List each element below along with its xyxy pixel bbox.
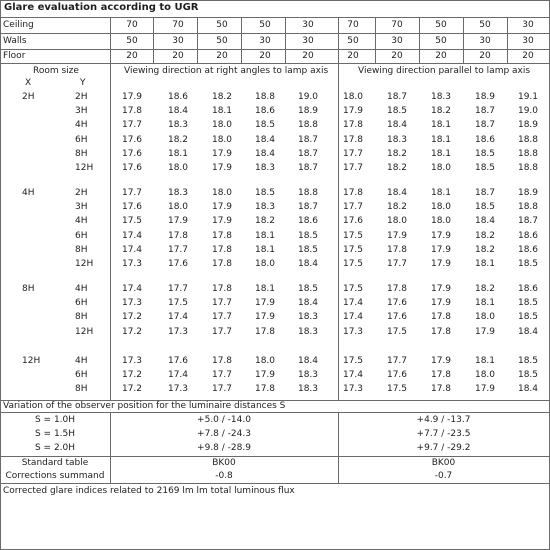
reflectance-value: 20 <box>479 51 491 61</box>
ugr-value-right: 18.9 <box>297 106 319 116</box>
ugr-value-right: 18.1 <box>211 106 233 116</box>
ugr-value-right: 17.2 <box>121 384 143 394</box>
ugr-value-parallel: 17.8 <box>386 245 408 255</box>
ugr-value-parallel: 18.1 <box>430 135 452 145</box>
variation-right-value: +9.8 / -28.9 <box>197 443 251 453</box>
ugr-value-right: 18.4 <box>297 356 319 366</box>
ugr-value-parallel: 17.5 <box>342 231 364 241</box>
ugr-value-right: 18.0 <box>167 202 189 212</box>
ugr-value-parallel: 18.1 <box>430 188 452 198</box>
ugr-value-parallel: 17.8 <box>430 312 452 322</box>
ugr-value-parallel: 18.1 <box>474 259 496 269</box>
ugr-value-parallel: 17.5 <box>342 259 364 269</box>
ugr-value-right: 17.4 <box>121 231 143 241</box>
ugr-value-parallel: 18.9 <box>474 92 496 102</box>
grid-line <box>463 17 464 63</box>
ugr-value-right: 18.3 <box>167 120 189 130</box>
reflectance-value: 30 <box>391 36 403 46</box>
ugr-value-parallel: 18.5 <box>386 106 408 116</box>
ugr-value-right: 18.8 <box>297 188 319 198</box>
ugr-value-parallel: 18.1 <box>430 149 452 159</box>
reflectance-value: 20 <box>259 51 271 61</box>
ugr-value-parallel: 17.8 <box>342 135 364 145</box>
ugr-value-right: 17.9 <box>121 92 143 102</box>
ugr-value-parallel: 18.2 <box>474 284 496 294</box>
reflectance-value: 20 <box>522 51 534 61</box>
reflectance-value: 70 <box>126 20 138 30</box>
reflectance-value: 20 <box>126 51 138 61</box>
ugr-value-right: 17.7 <box>167 284 189 294</box>
ugr-value-right: 18.1 <box>167 149 189 159</box>
ugr-value-parallel: 18.7 <box>474 120 496 130</box>
ugr-value-right: 18.4 <box>254 135 276 145</box>
ugr-value-right: 17.3 <box>167 327 189 337</box>
ugr-value-parallel: 18.8 <box>517 163 539 173</box>
ugr-value-right: 18.5 <box>254 188 276 198</box>
ugr-value-parallel: 18.5 <box>517 259 539 269</box>
reflectance-value: 20 <box>391 51 403 61</box>
reflectance-value: 70 <box>347 20 359 30</box>
ugr-value-parallel: 17.5 <box>386 384 408 394</box>
ugr-value-right: 18.3 <box>167 188 189 198</box>
reflectance-value: 30 <box>522 20 534 30</box>
ugr-value-right: 17.6 <box>121 163 143 173</box>
reflectance-value: 50 <box>435 20 447 30</box>
ugr-value-parallel: 18.2 <box>430 106 452 116</box>
ugr-value-right: 17.2 <box>121 312 143 322</box>
ugr-value-parallel: 19.0 <box>517 106 539 116</box>
ugr-value-right: 17.3 <box>121 259 143 269</box>
ugr-value-right: 18.3 <box>254 163 276 173</box>
ugr-value-right: 17.9 <box>167 216 189 226</box>
ugr-value-parallel: 18.7 <box>386 92 408 102</box>
ugr-value-parallel: 18.6 <box>517 245 539 255</box>
variation-right-value: +7.8 / -24.3 <box>197 429 251 439</box>
ugr-value-right: 17.9 <box>254 298 276 308</box>
reflectance-value: 20 <box>302 51 314 61</box>
ugr-value-parallel: 17.9 <box>430 231 452 241</box>
direction-parallel-label: Viewing direction parallel to lamp axis <box>358 66 531 76</box>
ugr-value-right: 17.7 <box>211 298 233 308</box>
grid-line <box>0 17 549 18</box>
ugr-value-right: 17.8 <box>211 356 233 366</box>
ugr-value-parallel: 17.6 <box>386 298 408 308</box>
ugr-value-parallel: 17.9 <box>430 245 452 255</box>
ugr-value-parallel: 17.9 <box>474 327 496 337</box>
ugr-value-right: 17.8 <box>167 231 189 241</box>
ugr-value-right: 18.3 <box>297 384 319 394</box>
grid-line <box>507 17 508 63</box>
ugr-value-parallel: 18.6 <box>517 284 539 294</box>
ugr-value-right: 18.0 <box>254 259 276 269</box>
reflectance-value: 50 <box>259 20 271 30</box>
ugr-value-parallel: 18.8 <box>517 202 539 212</box>
ugr-value-right: 17.8 <box>211 231 233 241</box>
ugr-value-parallel: 18.1 <box>430 120 452 130</box>
ugr-value-parallel: 18.1 <box>474 298 496 308</box>
ugr-value-parallel: 18.2 <box>474 245 496 255</box>
reflectance-value: 50 <box>216 36 228 46</box>
ugr-value-parallel: 18.5 <box>517 298 539 308</box>
ugr-value-parallel: 17.8 <box>430 384 452 394</box>
ugr-value-parallel: 18.4 <box>386 188 408 198</box>
ugr-value-right: 18.5 <box>254 120 276 130</box>
reflectance-value: 50 <box>435 36 447 46</box>
ugr-value-right: 18.2 <box>254 216 276 226</box>
ugr-value-right: 17.8 <box>211 259 233 269</box>
ugr-value-right: 17.3 <box>121 298 143 308</box>
ugr-value-parallel: 19.1 <box>517 92 539 102</box>
reflectance-value: 70 <box>172 20 184 30</box>
ugr-value-right: 18.4 <box>254 149 276 159</box>
ugr-value-right: 17.6 <box>121 202 143 212</box>
ugr-value-right: 17.9 <box>211 163 233 173</box>
reflectance-value: 20 <box>172 51 184 61</box>
reflectance-value: 30 <box>172 36 184 46</box>
ugr-value-parallel: 18.7 <box>474 106 496 116</box>
ugr-value-right: 18.0 <box>167 163 189 173</box>
ugr-value-right: 17.4 <box>121 284 143 294</box>
ugr-value-right: 17.6 <box>167 259 189 269</box>
reflectance-value: 30 <box>479 36 491 46</box>
variation-parallel-value: +9.7 / -29.2 <box>416 443 471 453</box>
ugr-value-right: 17.7 <box>211 384 233 394</box>
ugr-value-right: 18.1 <box>254 245 276 255</box>
room-size-x-label: X <box>25 78 32 88</box>
ugr-value-parallel: 18.8 <box>517 135 539 145</box>
ugr-value-right: 17.7 <box>211 312 233 322</box>
ugr-value-parallel: 17.9 <box>430 356 452 366</box>
variation-distance-label: S = 1.0H <box>34 415 76 425</box>
grid-line <box>0 412 549 413</box>
ugr-value-right: 17.9 <box>211 216 233 226</box>
direction-right-label: Viewing direction at right angles to lamp axis <box>124 66 329 76</box>
grid-line <box>0 456 549 457</box>
ugr-value-right: 18.8 <box>254 92 276 102</box>
ugr-value-right: 17.7 <box>211 370 233 380</box>
ugr-value-parallel: 18.1 <box>474 356 496 366</box>
ugr-value-right: 17.6 <box>167 356 189 366</box>
room-size-y-value: 4H <box>75 120 88 130</box>
ugr-value-parallel: 18.3 <box>386 135 408 145</box>
variation-parallel-value: +4.9 / -13.7 <box>416 415 471 425</box>
room-size-y-value: 8H <box>75 245 88 255</box>
ugr-value-parallel: 17.8 <box>386 284 408 294</box>
ugr-value-parallel: 18.6 <box>474 135 496 145</box>
corrections-label: Corrections summand <box>5 471 105 481</box>
ugr-value-right: 18.3 <box>297 327 319 337</box>
grid-line <box>241 17 242 63</box>
ugr-value-parallel: 18.0 <box>474 312 496 322</box>
ugr-value-right: 18.3 <box>297 312 319 322</box>
ugr-value-parallel: 18.7 <box>517 216 539 226</box>
ugr-value-parallel: 17.9 <box>386 231 408 241</box>
room-size-y-value: 12H <box>75 327 94 337</box>
ugr-value-parallel: 17.8 <box>430 370 452 380</box>
reflectance-label: Ceiling <box>3 20 34 30</box>
reflectance-value: 50 <box>216 20 228 30</box>
ugr-value-parallel: 17.7 <box>342 202 364 212</box>
reflectance-value: 30 <box>302 36 314 46</box>
ugr-value-parallel: 18.0 <box>386 216 408 226</box>
ugr-value-right: 17.5 <box>167 298 189 308</box>
ugr-value-right: 18.0 <box>211 120 233 130</box>
room-size-y-value: 2H <box>75 92 88 102</box>
ugr-value-right: 17.8 <box>254 384 276 394</box>
ugr-value-right: 19.0 <box>297 92 319 102</box>
ugr-value-parallel: 18.7 <box>474 188 496 198</box>
room-size-y-value: 8H <box>75 384 88 394</box>
variation-distance-label: S = 2.0H <box>34 443 76 453</box>
ugr-value-right: 18.1 <box>254 231 276 241</box>
ugr-value-parallel: 17.5 <box>342 356 364 366</box>
ugr-value-parallel: 18.9 <box>517 188 539 198</box>
page-title: Glare evaluation according to UGR <box>4 2 199 13</box>
ugr-value-right: 17.7 <box>167 245 189 255</box>
ugr-value-right: 18.4 <box>167 106 189 116</box>
ugr-value-parallel: 18.5 <box>474 163 496 173</box>
ugr-value-right: 17.4 <box>167 312 189 322</box>
ugr-value-parallel: 17.4 <box>342 370 364 380</box>
ugr-value-parallel: 17.5 <box>342 245 364 255</box>
standard-table-parallel: BK00 <box>431 458 456 468</box>
room-size-label: Room size <box>33 66 79 76</box>
ugr-value-right: 17.7 <box>211 327 233 337</box>
ugr-value-right: 18.0 <box>211 188 233 198</box>
reflectance-value: 70 <box>391 20 403 30</box>
ugr-value-right: 18.6 <box>297 216 319 226</box>
ugr-value-parallel: 17.7 <box>386 356 408 366</box>
ugr-value-right: 18.7 <box>297 149 319 159</box>
ugr-value-parallel: 17.5 <box>386 327 408 337</box>
ugr-value-parallel: 18.0 <box>474 370 496 380</box>
room-size-y-label: Y <box>80 78 86 88</box>
ugr-value-parallel: 18.2 <box>474 231 496 241</box>
standard-table-right: BK00 <box>212 458 236 468</box>
ugr-value-parallel: 18.5 <box>474 149 496 159</box>
ugr-value-right: 18.7 <box>297 202 319 212</box>
ugr-value-parallel: 17.5 <box>342 284 364 294</box>
ugr-value-parallel: 18.4 <box>386 120 408 130</box>
ugr-value-parallel: 17.9 <box>474 384 496 394</box>
room-size-x-value: 8H <box>22 284 35 294</box>
reflectance-value: 20 <box>435 51 447 61</box>
reflectance-value: 50 <box>347 36 359 46</box>
ugr-value-right: 17.2 <box>121 370 143 380</box>
corrections-right: -0.8 <box>215 471 233 481</box>
ugr-value-right: 18.5 <box>297 245 319 255</box>
corrections-parallel: -0.7 <box>434 471 453 481</box>
reflectance-value: 30 <box>259 36 271 46</box>
ugr-value-parallel: 18.4 <box>517 384 539 394</box>
ugr-value-parallel: 18.2 <box>386 163 408 173</box>
ugr-value-right: 17.2 <box>121 327 143 337</box>
ugr-value-right: 17.4 <box>121 245 143 255</box>
variation-right-value: +5.0 / -14.0 <box>197 415 251 425</box>
room-size-x-value: 2H <box>22 92 35 102</box>
ugr-value-right: 17.7 <box>121 188 143 198</box>
ugr-value-parallel: 17.7 <box>342 163 364 173</box>
ugr-value-parallel: 17.9 <box>342 106 364 116</box>
ugr-value-right: 18.6 <box>254 106 276 116</box>
ugr-value-parallel: 18.8 <box>517 149 539 159</box>
room-size-y-value: 6H <box>75 135 88 145</box>
footer-note: Corrected glare indices related to 2169 lm lm total luminous flux <box>3 486 295 496</box>
ugr-value-parallel: 18.2 <box>386 202 408 212</box>
ugr-value-parallel: 17.8 <box>342 188 364 198</box>
room-size-y-value: 2H <box>75 188 88 198</box>
ugr-value-parallel: 17.9 <box>430 284 452 294</box>
reflectance-value: 30 <box>522 36 534 46</box>
ugr-value-right: 17.6 <box>121 149 143 159</box>
grid-line <box>153 17 154 63</box>
ugr-value-parallel: 18.2 <box>386 149 408 159</box>
ugr-value-parallel: 17.9 <box>430 259 452 269</box>
room-size-y-value: 4H <box>75 216 88 226</box>
ugr-value-parallel: 17.7 <box>386 259 408 269</box>
ugr-value-right: 18.5 <box>297 284 319 294</box>
room-size-x-value: 12H <box>22 356 41 366</box>
ugr-value-parallel: 18.4 <box>517 327 539 337</box>
variation-distance-label: S = 1.5H <box>34 429 76 439</box>
ugr-value-parallel: 18.9 <box>517 120 539 130</box>
ugr-value-right: 18.0 <box>211 135 233 145</box>
room-size-y-value: 6H <box>75 298 88 308</box>
room-size-x-value: 4H <box>22 188 35 198</box>
ugr-value-parallel: 17.6 <box>386 312 408 322</box>
ugr-value-right: 18.0 <box>254 356 276 366</box>
ugr-value-parallel: 17.3 <box>342 327 364 337</box>
ugr-value-parallel: 17.4 <box>342 312 364 322</box>
grid-line <box>419 17 420 63</box>
ugr-value-right: 17.8 <box>211 284 233 294</box>
ugr-value-right: 18.3 <box>254 202 276 212</box>
ugr-value-parallel: 18.6 <box>517 231 539 241</box>
ugr-value-right: 17.8 <box>121 106 143 116</box>
grid-line <box>0 483 549 484</box>
ugr-value-parallel: 17.7 <box>342 149 364 159</box>
ugr-value-parallel: 18.0 <box>430 163 452 173</box>
ugr-value-right: 17.5 <box>121 216 143 226</box>
ugr-value-parallel: 18.5 <box>517 370 539 380</box>
ugr-value-parallel: 17.6 <box>342 216 364 226</box>
ugr-value-right: 17.7 <box>121 120 143 130</box>
reflectance-value: 20 <box>347 51 359 61</box>
reflectance-value: 50 <box>479 20 491 30</box>
room-size-y-value: 4H <box>75 284 88 294</box>
ugr-value-right: 17.9 <box>211 149 233 159</box>
ugr-value-right: 18.7 <box>297 135 319 145</box>
ugr-value-parallel: 17.8 <box>430 327 452 337</box>
ugr-value-right: 18.1 <box>254 284 276 294</box>
ugr-value-parallel: 18.5 <box>517 356 539 366</box>
room-size-y-value: 4H <box>75 356 88 366</box>
ugr-value-right: 18.6 <box>167 92 189 102</box>
ugr-value-right: 17.9 <box>254 312 276 322</box>
room-size-y-value: 8H <box>75 312 88 322</box>
room-size-y-value: 12H <box>75 259 94 269</box>
grid-line <box>0 63 549 64</box>
grid-line <box>285 17 286 63</box>
ugr-value-right: 18.7 <box>297 163 319 173</box>
grid-line <box>0 33 549 34</box>
ugr-value-right: 17.3 <box>167 384 189 394</box>
room-size-y-value: 12H <box>75 163 94 173</box>
ugr-value-parallel: 17.4 <box>342 298 364 308</box>
room-size-y-value: 6H <box>75 370 88 380</box>
variation-label: Variation of the observer position for the luminaire distances S <box>3 401 286 411</box>
reflectance-value: 20 <box>216 51 228 61</box>
ugr-value-parallel: 17.8 <box>342 120 364 130</box>
ugr-value-right: 17.8 <box>254 327 276 337</box>
ugr-value-right: 18.2 <box>167 135 189 145</box>
ugr-value-parallel: 18.5 <box>474 202 496 212</box>
room-size-y-value: 6H <box>75 231 88 241</box>
ugr-value-right: 17.3 <box>121 356 143 366</box>
grid-line <box>0 49 549 50</box>
grid-line <box>197 17 198 63</box>
ugr-value-parallel: 18.0 <box>430 202 452 212</box>
grid-line <box>110 17 111 400</box>
ugr-value-right: 17.9 <box>211 202 233 212</box>
ugr-value-parallel: 18.5 <box>517 312 539 322</box>
ugr-value-right: 18.4 <box>297 259 319 269</box>
ugr-value-right: 17.6 <box>121 135 143 145</box>
room-size-y-value: 3H <box>75 106 88 116</box>
ugr-value-parallel: 17.9 <box>430 298 452 308</box>
reflectance-label: Walls <box>3 36 27 46</box>
ugr-value-right: 17.9 <box>254 370 276 380</box>
ugr-value-parallel: 18.0 <box>342 92 364 102</box>
ugr-value-right: 18.4 <box>297 298 319 308</box>
ugr-value-parallel: 18.0 <box>430 216 452 226</box>
ugr-value-parallel: 18.3 <box>430 92 452 102</box>
grid-line <box>375 17 376 63</box>
ugr-value-parallel: 17.3 <box>342 384 364 394</box>
ugr-value-right: 18.5 <box>297 231 319 241</box>
room-size-y-value: 8H <box>75 149 88 159</box>
ugr-value-parallel: 18.4 <box>474 216 496 226</box>
ugr-value-right: 17.8 <box>211 245 233 255</box>
ugr-value-right: 17.4 <box>167 370 189 380</box>
variation-parallel-value: +7.7 / -23.5 <box>416 429 471 439</box>
reflectance-value: 50 <box>126 36 138 46</box>
ugr-value-parallel: 17.6 <box>386 370 408 380</box>
reflectance-label: Floor <box>3 51 26 61</box>
standard-table-label: Standard table <box>21 458 89 468</box>
room-size-y-value: 3H <box>75 202 88 212</box>
reflectance-value: 30 <box>302 20 314 30</box>
ugr-value-right: 18.3 <box>297 370 319 380</box>
ugr-value-right: 18.8 <box>297 120 319 130</box>
ugr-value-right: 18.2 <box>211 92 233 102</box>
